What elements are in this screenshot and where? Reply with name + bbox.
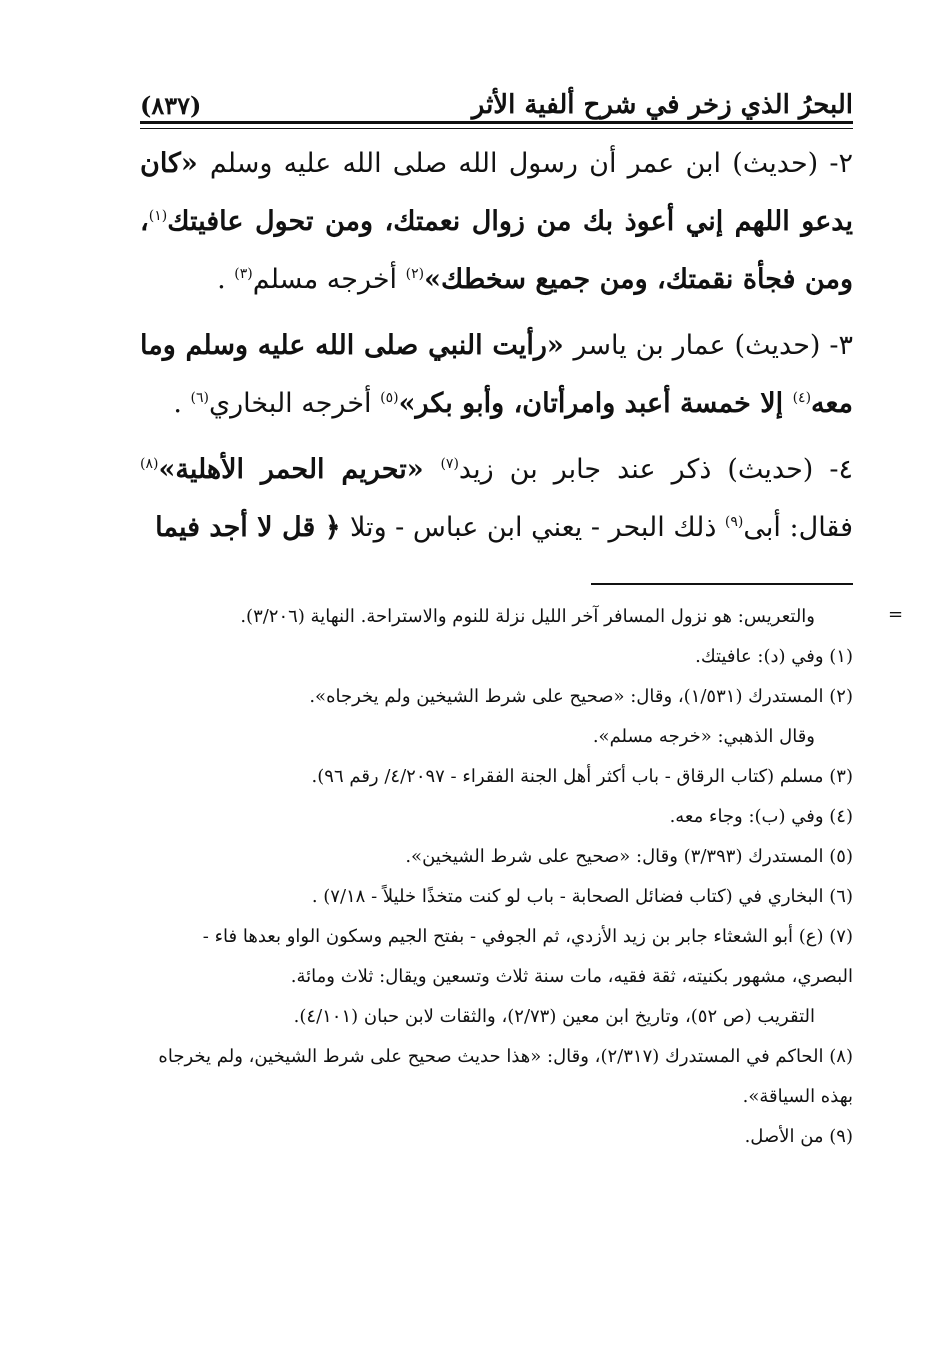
- header-title: البحرُ الذي زخر في شرح ألفية الأثر: [471, 90, 853, 120]
- footnotes: [140, 597, 853, 1157]
- hadith-4: [140, 441, 853, 557]
- page-number: (٨٣٧): [140, 91, 202, 120]
- hadith-quote: «تحريم الحمر الأهلية»: [158, 454, 441, 485]
- hadith-3: [140, 317, 853, 433]
- footnote-ref: (٣): [234, 266, 253, 282]
- footnote: والتعريس: هو نزول المسافر آخر الليل نزلة للنوم والاستراحة. النهاية (٣/٢٠٦).: [240, 606, 815, 627]
- footnote: (١) وفي (د): عافيتك.: [695, 646, 853, 667]
- footnote: (٤) وفي (ب): وجاء معه.: [669, 806, 853, 827]
- hadith-source: ذلك البحر - يعني ابن عباس - وتلا: [349, 512, 725, 543]
- hadith-source: أخرجه البخاري: [208, 388, 381, 419]
- footnote: (٣) مسلم (كتاب الرقاق - باب أكثر أهل الجنة الفقراء - ٤/٢٠٩٧/ رقم ٩٦).: [311, 766, 853, 787]
- footnote-ref: (٧): [440, 456, 459, 472]
- footnote-separator: [591, 583, 853, 585]
- hadith-intro: ٢- (حديث) ابن عمر أن رسول الله صلى الله عليه وسلم: [209, 148, 854, 179]
- hadith-quote: «كان يدعو اللهم إني أعوذ بك من زوال نعمتك، ومن تحول عافيتك: [140, 148, 853, 237]
- hadith-end: .: [173, 388, 191, 419]
- footnote-ref: (٩): [724, 514, 744, 530]
- hadith-2: [140, 135, 853, 309]
- hadith-intro: ٣- (حديث) عمار بن ياسر: [573, 330, 853, 361]
- footnote: (٥) المستدرك (٣/٣٩٣) وقال: «صحيح على شرط الشيخين».: [405, 846, 853, 867]
- running-header: [140, 70, 853, 120]
- hadith-middle: فقال: أبى: [743, 512, 853, 543]
- footnote-ref: (١): [148, 208, 168, 224]
- footnote: (٩) من الأصل.: [744, 1126, 853, 1147]
- hadith-quote: إلا خمسة أعبد وامرأتان، وأبو بكر»: [398, 388, 793, 419]
- hadith-intro: ٤- (حديث) ذكر عند جابر بن زيد: [458, 454, 854, 485]
- footnote: التقريب (ص ٥٢)، وتاريخ ابن معين (٢/٧٣)، والثقات لابن حبان (٤/١٠١).: [293, 1006, 815, 1027]
- footnote: (٧) (ع) أبو الشعثاء جابر بن زيد الأزدي، ثم الجوفي - بفتح الجيم وسكون الواو بعدها فاء - البصري، مشهور بكنيته، ثقة فقيه، مات سنة ثلاث وتسعين ويقال: ثلاث ومائة.: [202, 926, 853, 987]
- header-rule: [140, 121, 853, 129]
- footnote: (٨) الحاكم في المستدرك (٢/٣١٧)، وقال: «هذا حديث صحيح على شرط الشيخين، ولم يخرجاه بهذه السياقة».: [158, 1046, 853, 1107]
- main-text: [140, 135, 853, 565]
- hadith-quote: «رأيت النبي صلى الله عليه وسلم وما معه: [140, 330, 853, 419]
- hadith-source: أخرجه مسلم: [252, 264, 406, 295]
- footnote: (٦) البخاري في (كتاب فضائل الصحابة - باب لو كنت متخذًا خليلاً - ٧/١٨) .: [311, 886, 853, 907]
- hadith-quote: ، ومن فجأة نقمتك، ومن جميع سخطك»: [140, 206, 853, 295]
- hadith-end: .: [217, 264, 235, 295]
- footnote-ref: (٥): [380, 390, 399, 406]
- footnote-ref: (٨): [140, 456, 159, 472]
- footnote-ref: (٦): [190, 390, 209, 406]
- footnote-ref: (٢): [405, 266, 425, 282]
- footnote: (٢) المستدرك (١/٥٣١)، وقال: «صحيح على شرط الشيخين ولم يخرجاه».: [309, 686, 853, 707]
- footnote: وقال الذهبي: «خرجه مسلم».: [592, 726, 815, 747]
- continuation-mark: =: [888, 604, 904, 625]
- quran-quote: ﴿ قل لا أجد فيما: [155, 512, 350, 543]
- footnote-ref: (٤): [792, 390, 812, 406]
